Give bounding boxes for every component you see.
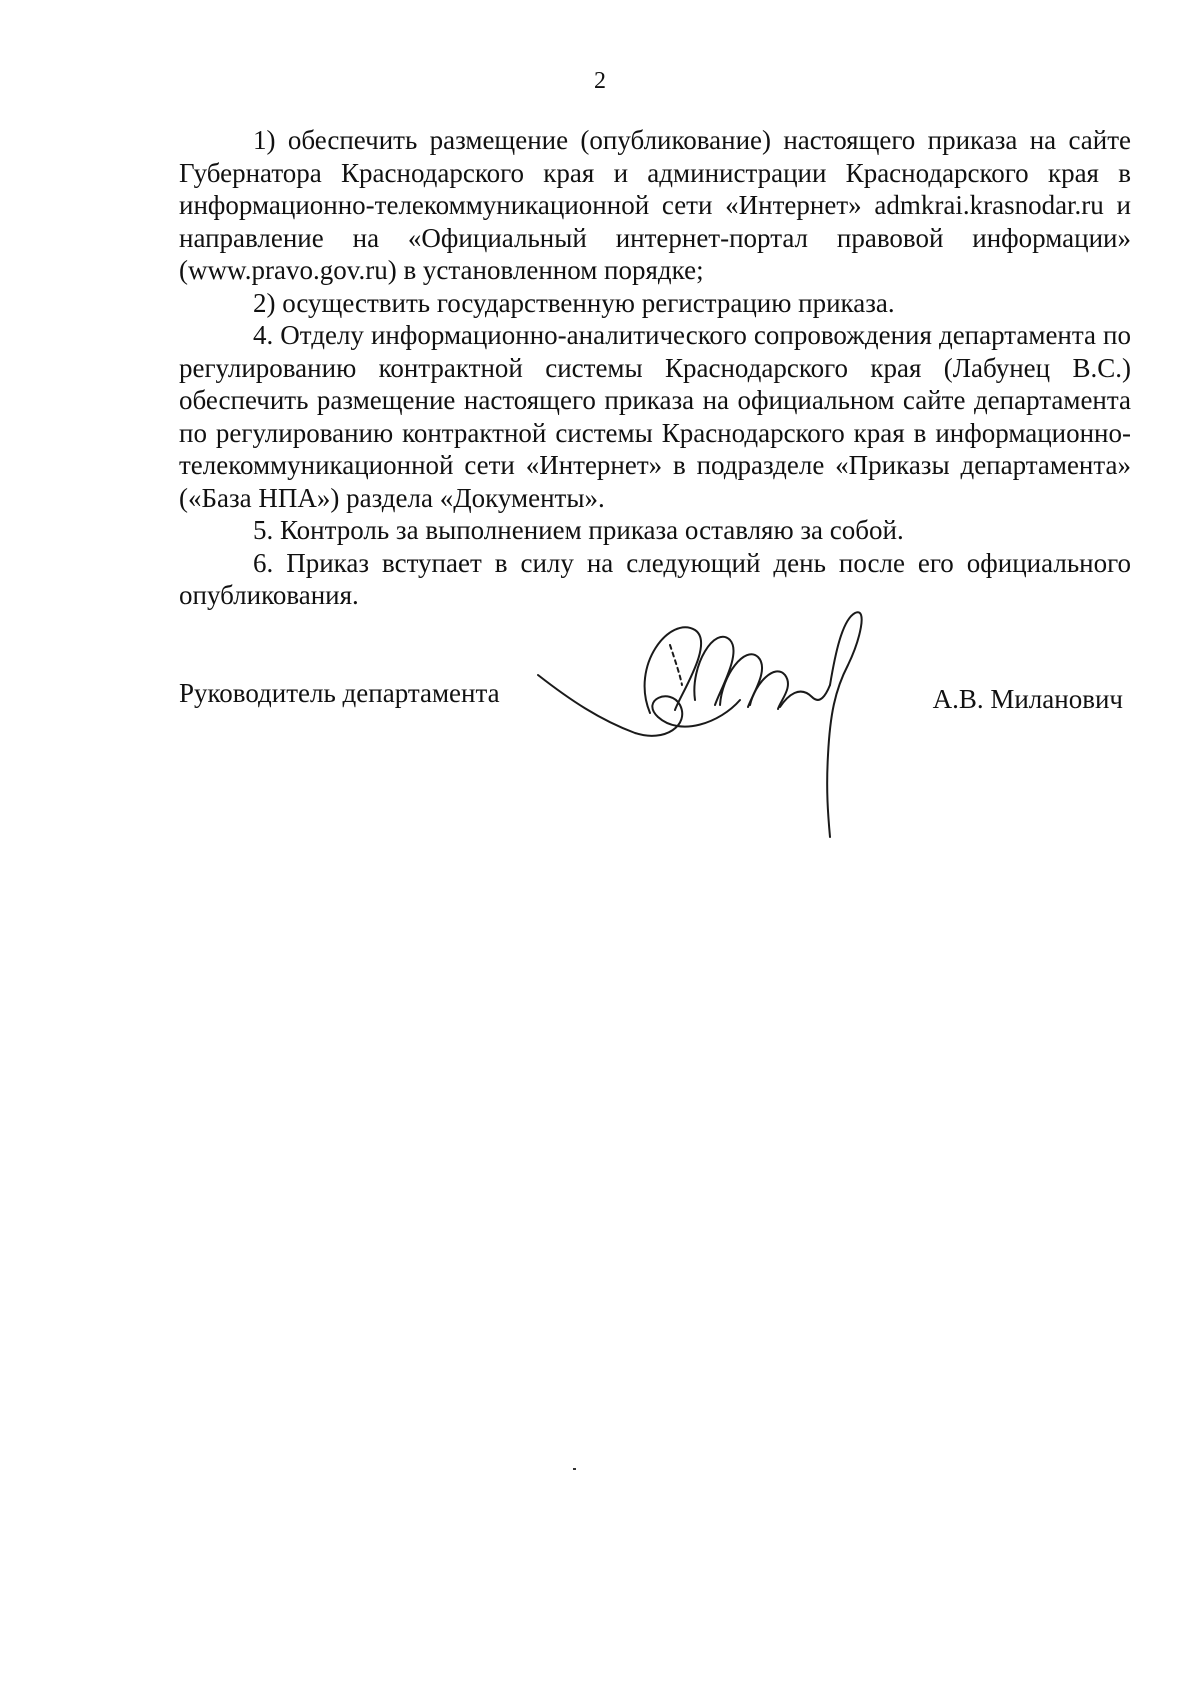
handwritten-signature	[530, 605, 950, 845]
signature-block	[179, 678, 1131, 718]
document-body	[179, 124, 1131, 612]
signatory-title: Руководитель департамента	[179, 678, 500, 708]
paragraph-3-1: 1) обеспечить размещение (опубликование) настоящего приказа на сайте Губернатора Краснодарского края и администрации Краснодарского края в информационно-телекоммуникационной сети «Интернет» admkrai.krasnodar.ru и направление на «Официальный интернет-портал правовой информации» (www.pravo.gov.ru) в установленном порядке;	[179, 125, 1131, 285]
signatory-name: А.В. Миланович	[932, 684, 1123, 714]
page-number: 2	[594, 68, 606, 94]
paragraph-6: 6. Приказ вступает в силу на следующий день после его официального опубликования.	[179, 547, 1131, 610]
paragraph-4: 4. Отделу информационно-аналитического сопровождения департамента по регулированию контрактной системы Краснодарского края (Лабунец В.С.) обеспечить размещение настоящего приказа на официальном сайте департамента по регулированию контрактной системы Краснодарского края в информационно-телекоммуникационной сети «Интернет» в подразделе «Приказы департамента» («База НПА») раздела «Документы».	[179, 320, 1131, 513]
paragraph-5: 5. Контроль за выполнением приказа оставляю за собой.	[253, 515, 904, 545]
paragraph-3-2: 2) осуществить государственную регистрацию приказа.	[253, 287, 895, 318]
scan-artifact	[573, 1468, 576, 1470]
